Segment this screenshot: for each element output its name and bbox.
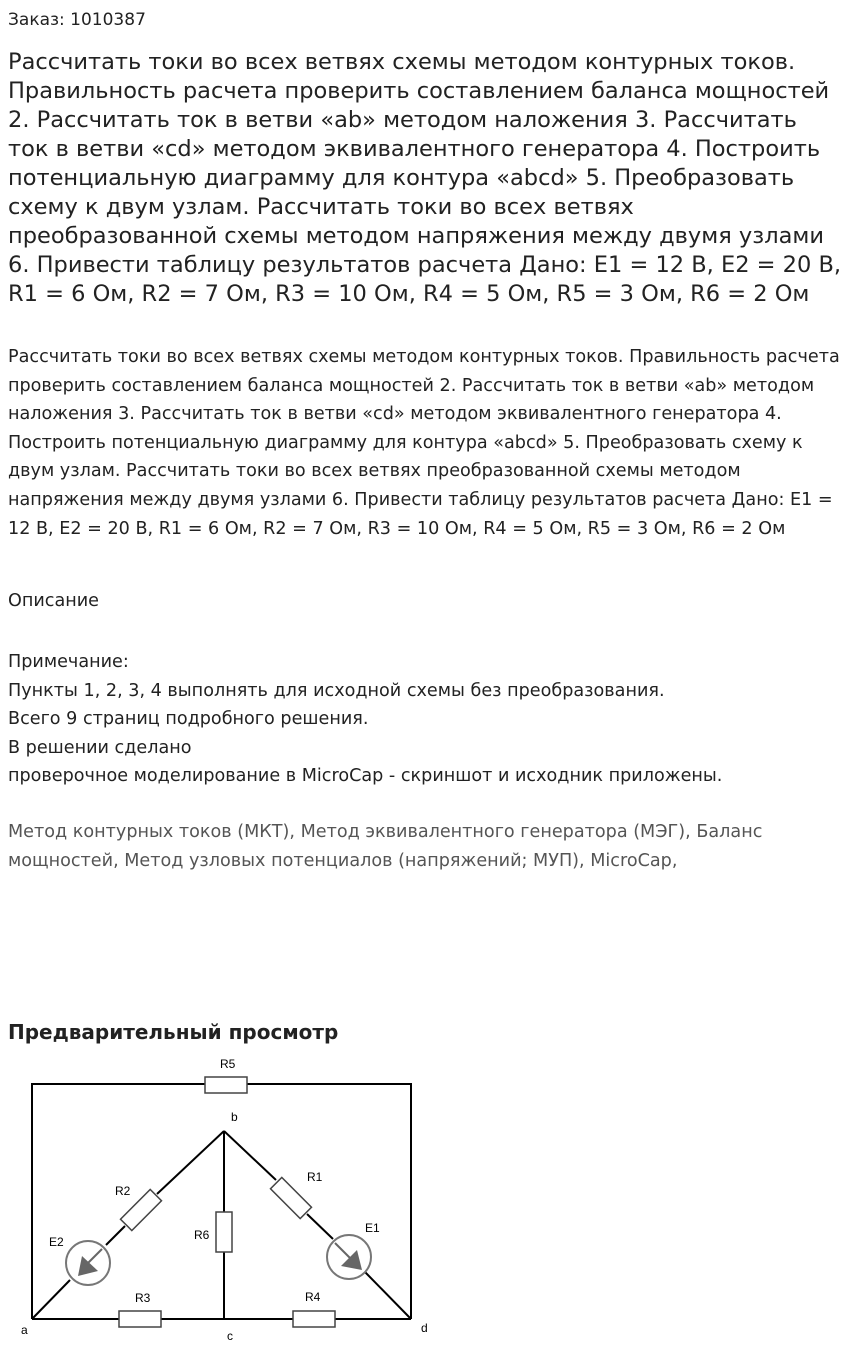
note-line: Пункты 1, 2, 3, 4 выполнять для исходной схемы без преобразования. [8,680,665,701]
label-r6: R6 [194,1228,210,1242]
wire-bd [365,1272,411,1319]
tag-link[interactable]: Метод контурных токов (МКТ) [8,822,290,842]
tag-link[interactable]: Баланс мощностей [8,822,763,871]
description-heading: Описание [8,591,100,611]
label-r3: R3 [135,1291,151,1305]
resistor-r3 [119,1311,161,1327]
source-e1 [327,1235,371,1279]
tag-link[interactable]: Метод эквивалентного генератора (МЭГ) [300,822,686,842]
note-line: Примечание: [8,652,129,672]
tag-link[interactable]: Метод узловых потенциалов (напряжений; МУП) [124,851,580,871]
note-line: В решении сделано [8,737,192,758]
page-title: Рассчитать токи во всех ветвях схемы методом контурных токов. Правильность расчета проверить составлением баланса мощностей 2. Рассчитать ток в ветви «ab» методом наложения 3. Рассчитать ток в ветви «cd» методом эквивалентного генератора 4. Построить потенциальную диаграмму для контура «abcd» 5. Преобразовать схему к двум узлам. Рассчитать токи во всех ветвях преобразованной схемы методом напряжения между двумя узлами 6. Привести таблицу результатов расчета Дано: E1 = 12 В, E2 = 20 В, R1 = 6 Ом, R2 = 7 Ом, R3 = 10 Ом, R4 = 5 Ом, R5 = 3 Ом, R6 = 2 Ом [8,49,842,307]
task-description: Рассчитать токи во всех ветвях схемы методом контурных токов. Правильность расчета проверить составлением баланса мощностей 2. Рассчитать ток в ветви «ab» методом наложения 3. Рассчитать ток в ветви «cd» методом эквивалентного генератора 4. Построить потенциальную диаграмму для контура «abcd» 5. Преобразовать схему к двум узлам. Рассчитать токи во всех ветвях преобразованной схемы методом напряжения между двумя узлами 6. Привести таблицу результатов расчета Дано: E1 = 12 В, E2 = 20 В, R1 = 6 Ом, R2 = 7 Ом, R3 = 10 Ом, R4 = 5 Ом, R5 = 3 Ом, R6 = 2 Ом [8,347,840,539]
label-node-c: c [227,1329,233,1343]
order-number: Заказ: 1010387 [8,10,146,30]
label-e2: E2 [49,1235,64,1249]
note-block [8,648,844,791]
resistor-r1 [270,1177,311,1218]
tag-list: Метод контурных токов (МКТ), Метод эквивалентного генератора (МЭГ), Баланс мощностей, Метод узловых потенциалов (напряжений; МУП), MicroCap, [8,822,763,871]
label-r5: R5 [220,1057,236,1071]
note-line: Всего 9 страниц подробного решения. [8,709,369,730]
tag-link[interactable]: MicroCap [590,851,672,871]
wire-right [247,1084,411,1319]
label-e1: E1 [365,1221,380,1235]
label-r4: R4 [305,1290,321,1304]
preview-heading: Предварительный просмотр [8,1020,339,1044]
wire-bd [224,1131,276,1180]
resistor-r5 [205,1077,247,1093]
wire-ab [106,1226,125,1245]
resistor-r4 [293,1311,335,1327]
wire-ab [32,1280,70,1319]
label-node-a: a [21,1323,28,1337]
wire-left [32,1084,205,1319]
label-r1: R1 [307,1170,323,1184]
wire-ab [157,1131,224,1194]
label-node-b: b [231,1110,238,1124]
note-line: проверочное моделирование в MicroCap - скриншот и исходник приложены. [8,766,723,787]
source-e2 [66,1241,110,1285]
wire-bd [307,1214,333,1239]
label-node-d: d [421,1321,428,1335]
resistor-r6 [216,1212,232,1252]
label-r2: R2 [115,1184,131,1198]
circuit-diagram [0,1050,460,1350]
